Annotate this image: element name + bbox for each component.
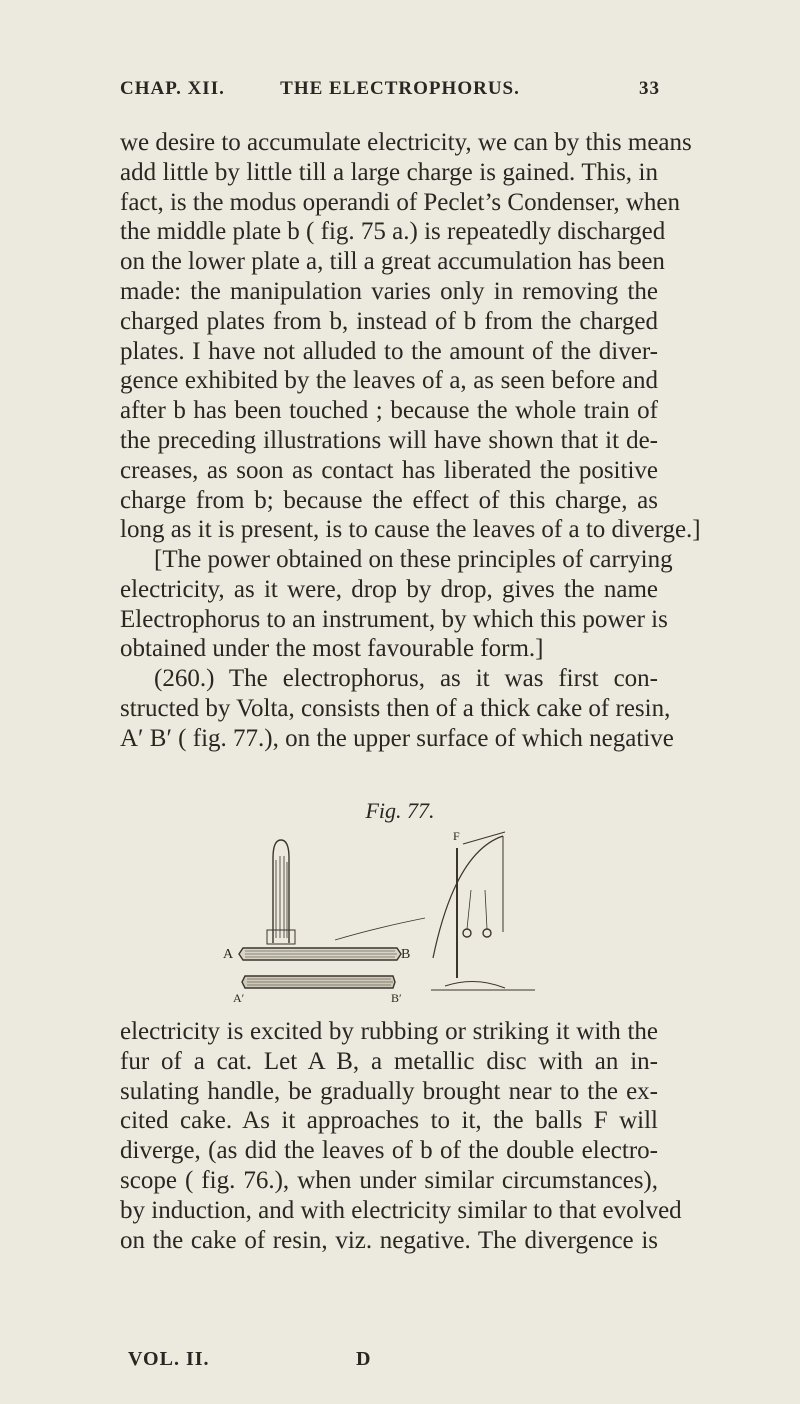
text-line: the preceding illustrations will have shown that it de- <box>120 426 658 454</box>
text-line: gence exhibited by the leaves of a, as seen before and <box>120 367 658 395</box>
running-title: THE ELECTROPHORUS. <box>280 78 520 99</box>
text-line: long as it is present, is to cause the leaves of a to diverge.] <box>120 516 701 544</box>
paragraph-3 <box>120 664 674 753</box>
label-B-prime: B′ <box>391 991 402 1003</box>
electrophorus-figure <box>205 828 545 1003</box>
text-line: made: the manipulation varies only in removing the <box>120 277 658 305</box>
text-line: plates. I have not alluded to the amount of the diver- <box>120 337 658 365</box>
text-line: structed by Volta, consists then of a thick cake of resin, <box>120 694 671 722</box>
text-line: Electrophorus to an instrument, by which this power is <box>120 605 668 633</box>
text-line: cited cake. As it approaches to it, the balls F will <box>120 1107 658 1135</box>
text-line: diverge, (as did the leaves of b of the double electro- <box>120 1137 658 1165</box>
text-line: on the cake of resin, viz. negative. The divergence is <box>120 1226 658 1254</box>
page-footer <box>128 1348 428 1376</box>
text-line: sulating handle, be gradually brought near to the ex- <box>120 1077 658 1105</box>
label-B: B <box>401 947 411 962</box>
running-head <box>120 78 660 108</box>
figure-caption: Fig. 77. <box>365 798 435 823</box>
text-line: (260.) The electrophorus, as it was first con- <box>154 665 658 692</box>
label-A: A <box>223 947 234 962</box>
text-line: charged plates from b, instead of b from the charged <box>120 307 658 335</box>
volume-label: VOL. II. <box>128 1348 210 1370</box>
text-line: creases, as soon as contact has liberated the positive <box>120 456 658 484</box>
paragraph-4 <box>120 1017 682 1255</box>
pith-ball-right <box>483 929 491 937</box>
page-number: 33 <box>639 78 660 99</box>
pith-ball-left <box>463 929 471 937</box>
text-line: add little by little till a large charge is gained. This, in <box>120 158 658 186</box>
text-line: the middle plate b ( fig. 75 a.) is repeatedly discharged <box>120 218 666 246</box>
text-line: fur of a cat. Let A B, a metallic disc with an in- <box>120 1047 658 1075</box>
paragraph-2 <box>120 545 673 664</box>
text-line: by induction, and with electricity similar to that evolved <box>120 1196 682 1224</box>
text-line: fact, is the modus operandi of Peclet’s Condenser, when <box>120 188 680 216</box>
text-line: we desire to accumulate electricity, we can by this means <box>120 129 692 156</box>
label-F: F <box>453 829 460 843</box>
chapter-label: CHAP. XII. <box>120 78 225 99</box>
signature-mark: D <box>356 1348 372 1370</box>
label-A-prime: A′ <box>233 991 245 1003</box>
text-line: A′ B′ ( fig. 77.), on the upper surface of which negative <box>120 724 674 752</box>
text-line: after b has been touched ; because the whole train of <box>120 397 658 425</box>
text-line: charge from b; because the effect of this charge, as <box>120 486 658 514</box>
text-line: scope ( fig. 76.), when under similar circumstances), <box>120 1166 658 1194</box>
paragraph-1 <box>120 128 701 545</box>
text-line: electricity, as it were, drop by drop, gives the name <box>120 575 658 603</box>
text-line: on the lower plate a, till a great accumulation has been <box>120 248 665 276</box>
text-line: electricity is excited by rubbing or striking it with the <box>120 1018 658 1045</box>
text-line: obtained under the most favourable form.] <box>120 635 544 663</box>
text-line: [The power obtained on these principles of carrying <box>154 546 673 573</box>
